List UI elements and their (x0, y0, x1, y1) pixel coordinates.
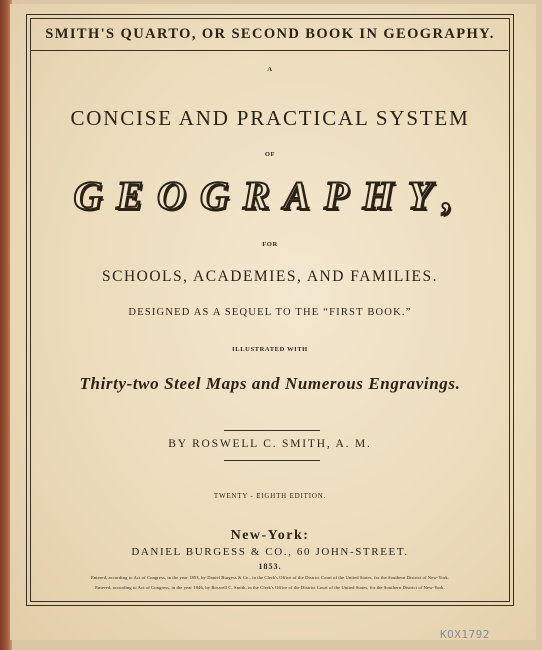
title-geography: GEOGRAPHY, (73, 173, 467, 218)
title-line-concise: CONCISE AND PRACTICAL SYSTEM (70, 106, 470, 130)
edition-line: TWENTY - EIGHTH EDITION. (213, 492, 327, 500)
copyright-notice-1: Entered, according to Act of Congress, in the year 1853, by Daniel Burgess & Co., in the Clerk's Office of the District Court of the United States, for the Southern District of New-York. (90, 575, 450, 580)
imprint-publisher: DANIEL BURGESS & CO., 60 JOHN-STREET. (131, 546, 409, 558)
word-for: FOR (262, 241, 278, 248)
author-rule-top (224, 430, 320, 431)
catalog-number: KOX1792 (440, 628, 490, 641)
word-of: OF (264, 151, 276, 158)
illustrations-line: Thirty-two Steel Maps and Numerous Engravings. (79, 374, 461, 393)
copyright-notice-2: Entered, according to Act of Congress, in the year 1846, by Roswell C. Smith, in the Clerk's Office of the District Court of the United States, for the Southern District of New-York. (95, 585, 445, 590)
audience-line: SCHOOLS, ACADEMIES, AND FAMILIES. (102, 268, 438, 285)
designed-line: DESIGNED AS A SEQUEL TO THE “FIRST BOOK.” (128, 307, 412, 318)
imprint-city: New-York: (230, 528, 310, 543)
header-divider (31, 50, 508, 51)
series-title: SMITH'S QUARTO, OR SECOND BOOK IN GEOGRAPHY. (45, 26, 495, 42)
imprint-year: 1853. (258, 562, 282, 571)
illustrated-with: ILLUSTRATED WITH (232, 346, 308, 353)
author-line: BY ROSWELL C. SMITH, A. M. (168, 438, 372, 450)
author-rule-bottom (224, 460, 320, 461)
article-a: A (267, 66, 273, 73)
